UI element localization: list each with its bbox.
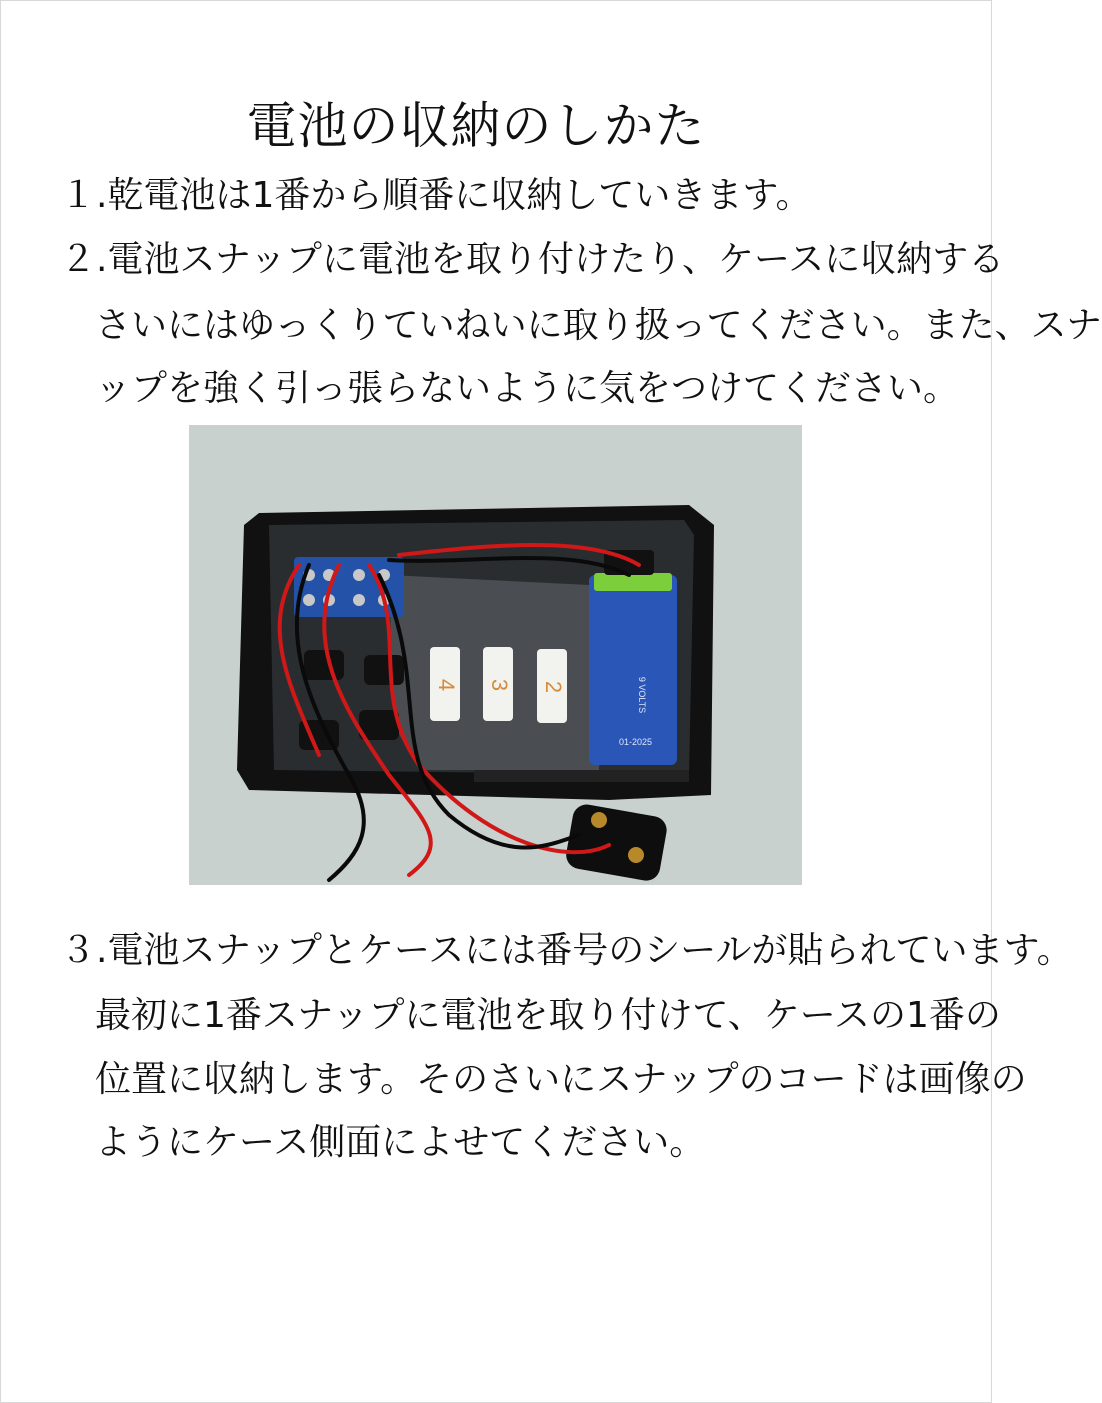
- battery-code: 01-2025: [619, 737, 653, 747]
- step-1-line-1: １.乾電池は1番から順番に収納していきます。: [60, 175, 812, 216]
- page-title: 電池の収納のしかた: [246, 96, 706, 155]
- sticker-2-label: 2: [541, 680, 566, 694]
- foam-strip: [474, 770, 689, 782]
- battery-cap: [594, 573, 672, 591]
- battery-case-photo: [189, 425, 802, 885]
- sticker-3-label: 3: [487, 678, 512, 692]
- step-3-line-4: ようにケース側面によせてください。: [95, 1122, 706, 1163]
- step-3-line-3: 位置に収納します。そのさいにスナップのコードは画像の: [95, 1059, 1027, 1100]
- step-3-line-2: 最初に1番スナップに電池を取り付けて、ケースの1番の: [95, 995, 1001, 1036]
- step-2-line-1: ２.電池スナップに電池を取り付けたり、ケースに収納する: [60, 239, 1005, 280]
- battery-label: 9 VOLTS: [637, 676, 647, 714]
- snap-3: [364, 655, 404, 685]
- sticker-4-label: 4: [434, 678, 459, 692]
- step-3-line-1: ３.電池スナップとケースには番号のシールが貼られています。: [60, 930, 1073, 971]
- snap-4: [304, 650, 344, 680]
- step-2-line-3: ップを強く引っ張らないように気をつけてください。: [95, 368, 960, 409]
- step-2-line-2: さいにはゆっくりていねいに取り扱ってください。また、スナ: [95, 305, 1102, 346]
